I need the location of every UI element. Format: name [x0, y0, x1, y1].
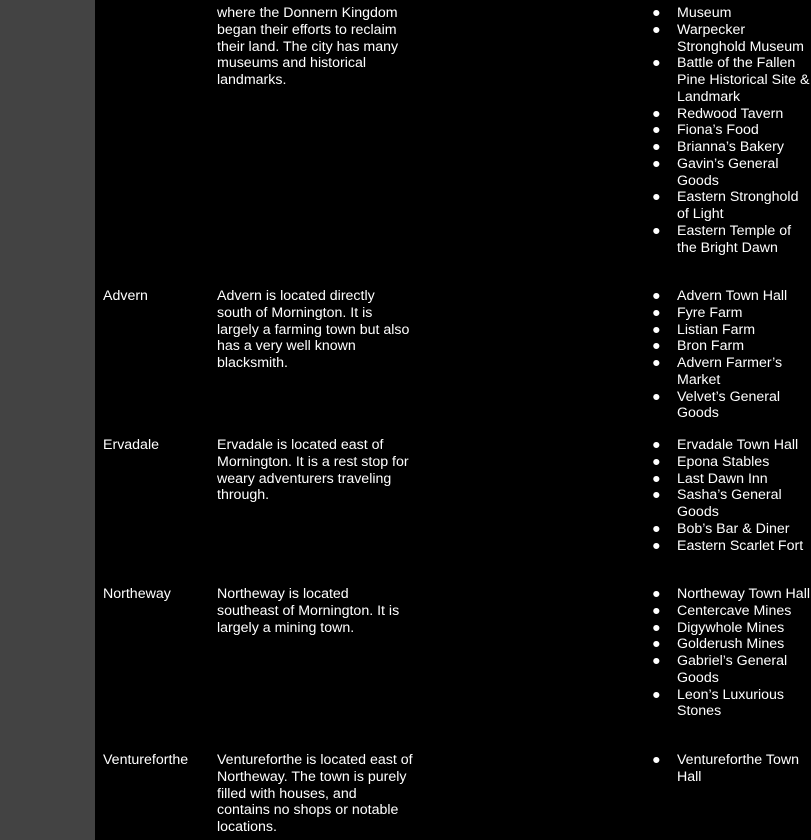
town-description: Ervadale is located east of Mornington. It is a rest stop for weary adventurers traveling through. [217, 437, 409, 504]
list-item: ● Fyre Farm [652, 304, 743, 321]
town-name: Ventureforthe [103, 752, 189, 768]
list-item: ● Fiona’s Food [652, 122, 759, 139]
bullet-icon: ● [652, 636, 661, 653]
bullet-icon: ● [652, 321, 661, 338]
bullet-icon: ● [652, 619, 661, 636]
bullet-icon: ● [652, 437, 661, 453]
bullet-icon: ● [652, 470, 661, 487]
bullet-icon: ● [652, 586, 661, 602]
bullet-icon: ● [652, 602, 661, 619]
bullet-icon: ● [652, 222, 661, 239]
bullet-icon: ● [652, 139, 661, 155]
bullet-icon: ● [652, 520, 661, 537]
bullet-icon: ● [652, 5, 661, 21]
list-item: ● Listian Farm [652, 321, 756, 338]
list-item: ● Last Dawn Inn [652, 470, 768, 487]
town-name: Ervadale [103, 437, 159, 453]
bullet-icon: ● [652, 686, 661, 703]
list-item: ● Museum [652, 5, 732, 21]
bullet-icon: ● [652, 288, 661, 304]
bullet-icon: ● [652, 653, 661, 669]
places-list [640, 752, 811, 786]
bullet-icon: ● [652, 304, 661, 321]
bullet-icon: ● [652, 355, 661, 371]
list-item: ● Gavin’s General Goods [652, 155, 779, 189]
list-item: ● Bob’s Bar & Diner [652, 520, 790, 537]
list-item: ● Ervadale Town Hall [652, 437, 799, 453]
town-description: Advern is located directly south of Mornington. It is largely a farming town but also has a very well known blacksmith. [217, 288, 410, 371]
list-item: ● Velvet’s General Goods [652, 388, 781, 422]
bullet-icon: ● [652, 21, 661, 38]
list-item: ● Redwood Tavern [652, 105, 784, 122]
list-item: ● Advern Farmer’s Market [652, 355, 783, 388]
bullet-icon: ● [652, 55, 661, 72]
places-list [640, 586, 811, 720]
list-item: ● Epona Stables [652, 453, 770, 470]
bullet-icon: ● [652, 537, 661, 554]
list-item: ● Eastern Temple of the Bright Dawn [652, 222, 792, 256]
town-description: Ventureforthe is located east of Northeway. The town is purely filled with houses, and contains no shops or notable locations. [217, 752, 413, 835]
bullet-icon: ● [652, 155, 661, 172]
list-item: ● Gabriel’s General Goods [652, 653, 788, 686]
list-item: ● Sasha’s General Goods [652, 487, 782, 520]
bullet-icon: ● [652, 752, 661, 768]
places-list [640, 288, 811, 422]
left-margin-panel [0, 0, 95, 840]
bullet-icon: ● [652, 388, 661, 405]
town-name: Northeway [103, 586, 171, 602]
town-name: Advern [103, 288, 148, 304]
bullet-icon: ● [652, 338, 661, 355]
bullet-icon: ● [652, 189, 661, 206]
list-item: ● Advern Town Hall [652, 288, 788, 304]
list-item: ● Brianna’s Bakery [652, 139, 784, 155]
bullet-icon: ● [652, 487, 661, 504]
bullet-icon: ● [652, 105, 661, 122]
list-item: ● Warpecker Stronghold Museum [652, 21, 804, 55]
list-item: ● Northeway Town Hall [652, 586, 810, 602]
list-item: ● Golderush Mines [652, 636, 785, 653]
list-item: ● Leon’s Luxurious Stones [652, 686, 785, 720]
places-list [640, 5, 811, 256]
list-item: ● Bron Farm [652, 338, 745, 355]
list-item: ● Eastern Stronghold of Light [652, 189, 799, 222]
list-item: ● Centercave Mines [652, 602, 792, 619]
bullet-icon: ● [652, 122, 661, 139]
list-item: ● Ventureforthe Town Hall [652, 752, 799, 785]
list-item: ● Battle of the Fallen Pine Historical Site & Landmark [652, 55, 810, 105]
town-description: where the Donnern Kingdom began their efforts to reclaim their land. The city has many museums and historical landmarks. [217, 5, 399, 88]
bullet-icon: ● [652, 453, 661, 470]
list-item: ● Digywhole Mines [652, 619, 785, 636]
town-description: Northeway is located southeast of Mornington. It is largely a mining town. [217, 586, 400, 636]
list-item: ● Eastern Scarlet Fort [652, 537, 804, 554]
places-list [640, 437, 811, 554]
